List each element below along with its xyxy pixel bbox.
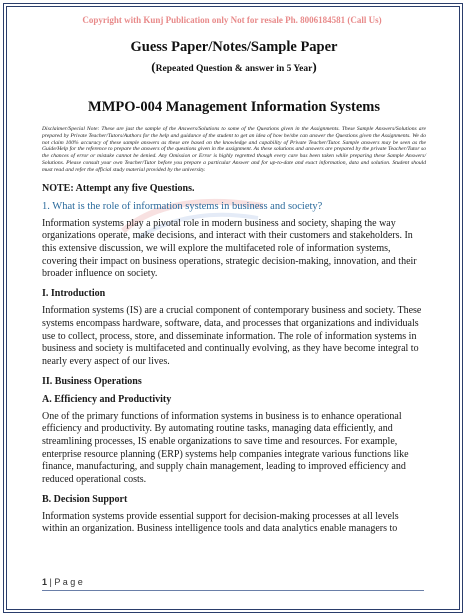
repeated-subtitle	[42, 59, 426, 75]
section-heading-introduction: I. Introduction	[42, 288, 106, 300]
document-title: MMPO-004 Management Information Systems	[88, 99, 380, 115]
intro-paragraph: Information systems play a pivotal role in modern business and society, shaping the way organizations operate, make decisions, and interact with their customers and stakeholders. In this extensive discussion, we will explore the multifaceted role of information systems, covering their impact on business operations, strategic decision-making, innovation, and their broader influence on society.	[42, 217, 417, 280]
page-content	[42, 15, 426, 536]
decision-support-paragraph: Information systems provide essential support for decision-making processes at all levels within an organization. Business intelligence tools and data analytics enable managers to	[42, 510, 399, 535]
repeated-text: Repeated Question & answer in 5 Year	[155, 64, 313, 74]
footer-separator: |	[47, 577, 55, 587]
subsection-heading-efficiency: A. Efficiency and Productivity	[42, 393, 172, 405]
copyright-banner: Copyright with Kunj Publication only Not for resale Ph. 8006184581 (Call Us)	[82, 15, 382, 25]
paren-open: (	[151, 59, 156, 74]
attempt-note: NOTE: Attempt any five Questions.	[42, 182, 195, 194]
page-footer	[42, 577, 83, 587]
page-number: 1	[42, 577, 48, 587]
question-heading: 1. What is the role of information systems in business and society?	[42, 200, 323, 212]
paren-close: )	[312, 59, 317, 74]
guess-paper-title: Guess Paper/Notes/Sample Paper	[130, 39, 338, 55]
section-heading-business-operations: II. Business Operations	[42, 375, 142, 387]
introduction-paragraph: Information systems (IS) are a crucial component of contemporary business and society. These systems encompass hardware, software, data, and processes that organizations and individuals use to collect, process, store, and disseminate information. The role of information systems in business and society is multifaceted and continually evolving, as they have become integral to nearly every aspect of our lives.	[42, 305, 422, 367]
page-label: P a g e	[54, 577, 83, 587]
efficiency-paragraph: One of the primary functions of information systems in business is to enhance operational efficiency and productivity. By automating routine tasks, managing data efficiently, and streamlining processes, IS enable organizations to save time and resources. For example, enterprise resource planning (ERP) systems help companies integrate various functions like finance, manufacturing, and supply chain management, leading to improved efficiency and reduced operational costs.	[42, 410, 409, 485]
disclaimer-note: Disclaimer/Special Note: These are just the sample of the Answers/Solutions to some of the Questions given in the Assignments. These Sample Answers/Solutions are prepared by Private Teacher/Tutors/Authors for the help and guidance of the student to get an idea of how he/she can answer the Questions given the Assignments. We do not claim 100% accuracy of these sample answers as these are based on the knowledge and capability of Private Teacher/Tutor. Sample answers may be seen as the Guide/Help for the reference to prepare the answers of the questions given in the assignment. As these solutions and answers are prepared by the private Teacher/Tutor so the chances of error or mistake cannot be denied. Any Omission or Error is highly regretted though every care has been taken while preparing these Sample Answers/ Solutions. Please consult your own Teacher/Tutor before you prepare a particular Answer and for up-to-date and exact information, data and solution. Student should must read and refer the official study material provided by the university.	[42, 126, 426, 173]
footer-divider	[42, 590, 424, 591]
subsection-heading-decision-support: B. Decision Support	[42, 493, 128, 505]
